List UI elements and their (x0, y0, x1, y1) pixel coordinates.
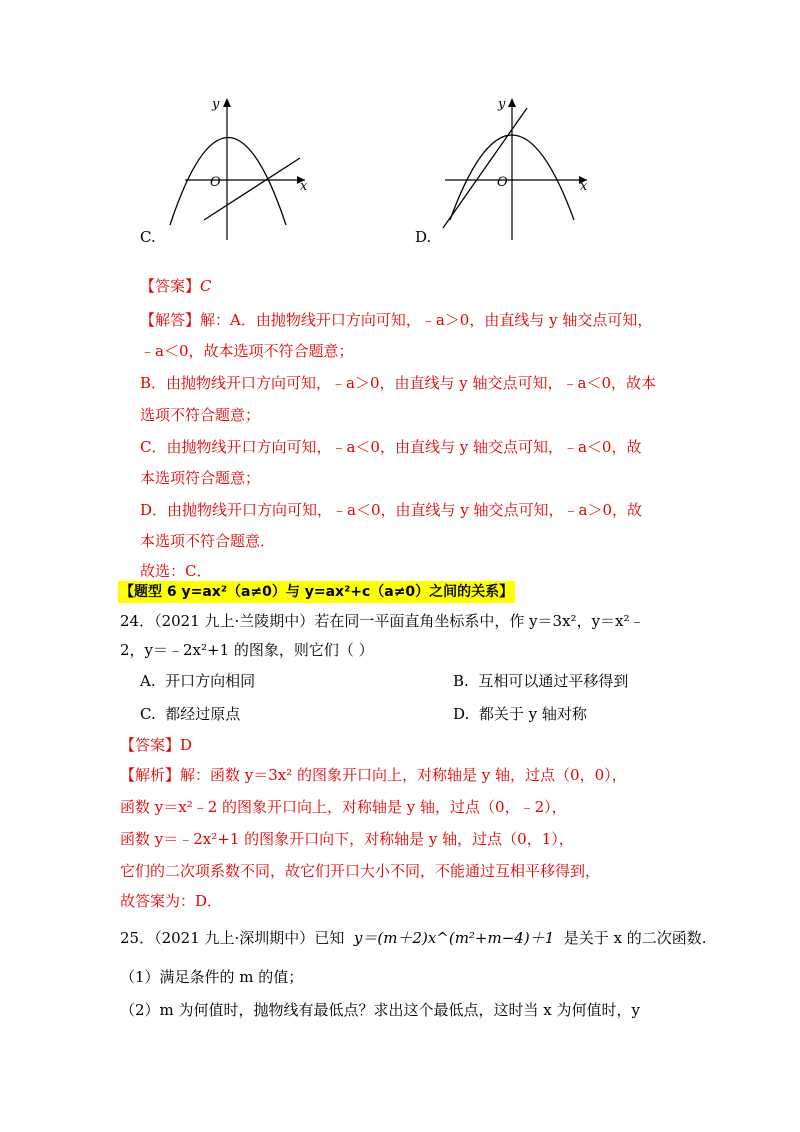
q24-option-c: C. 都经过原点 (140, 705, 241, 723)
origin-label: O (497, 175, 508, 190)
q25-number: 25． (120, 929, 155, 947)
q24-source: （2021 九上·兰陵期中） (154, 612, 315, 630)
q24-analysis-2: 函数 y＝﹣2x²+1 的图象开口向下，对称轴是 y 轴，过点（0，1）， (120, 830, 574, 848)
line-d (443, 108, 527, 228)
q24-answer (120, 735, 192, 755)
y-axis-label: y (212, 97, 220, 112)
analysis-line-4: C．由抛物线开口方向可知，﹣a＜0，由直线与 y 轴交点可知，﹣a＜0，故 (140, 438, 642, 456)
q24-number: 24． (120, 612, 155, 630)
q24-answer-value: D (180, 736, 193, 754)
q25-part-2: （2）m 为何值时，抛物线有最低点？求出这个最低点，这时当 x 为何值时，y (120, 1001, 641, 1019)
figure-d-label: D. (415, 228, 432, 246)
answer-tag: 【答案】 (140, 277, 201, 295)
analysis-line-0: 【解答】解：A．由抛物线开口方向可知，﹣a＞0，由直线与 y 轴交点可知， (140, 311, 653, 329)
q25-stem: 25．（2021 九上·深圳期中）已知 y＝(m＋2)x^(m²+m−4)＋1 是关于 x 的二次函数. (120, 929, 707, 947)
q24-analysis-3: 它们的二次项系数不同，故它们开口大小不同，不能通过互相平移得到， (120, 862, 601, 880)
q25-part-1: （1）满足条件的 m 的值； (120, 968, 304, 986)
q25-formula: y＝(m＋2)x^(m²+m−4)＋1 (353, 929, 555, 947)
y-axis-label: y (498, 97, 506, 112)
q24-option-a: A. 开口方向相同 (140, 672, 256, 690)
section-title: 【题型 6 y=ax²（a≠0）与 y=ax²+c（a≠0）之间的关系】 (118, 581, 515, 603)
analysis-line-1: ﹣a＜0，故本选项不符合题意； (140, 342, 354, 360)
answer-value: C (200, 277, 212, 295)
analysis-line-2: B．由抛物线开口方向可知，﹣a＞0，由直线与 y 轴交点可知，﹣a＜0，故本 (140, 374, 657, 392)
y-axis-arrow (223, 98, 231, 107)
q24-stem: 若在同一平面直角坐标系中，作 y＝3x²，y＝x²﹣ (314, 612, 645, 630)
q25-source: （2021 九上·深圳期中） (154, 929, 315, 947)
q24-analysis-0: 【解析】解：函数 y＝3x² 的图象开口向上，对称轴是 y 轴，过点（0，0）， (120, 766, 627, 784)
graph-d (415, 90, 605, 255)
origin-label: O (210, 175, 221, 190)
analysis-line-5: 本选项符合题意； (140, 469, 261, 487)
q24-stem-1 (120, 611, 645, 631)
analysis-line-3: 选项不符合题意； (140, 406, 261, 424)
graph-c (140, 90, 330, 255)
q24-option-b: B. 互相可以通过平移得到 (453, 672, 629, 690)
x-axis-label: x (300, 179, 308, 194)
analysis-line-8: 故选：C． (140, 562, 212, 580)
figure-d (415, 90, 605, 255)
q24-stem-2: 2，y＝﹣2x²+1 的图象，则它们（ ） (120, 641, 374, 659)
q24-answer-tag: 【答案】 (120, 736, 181, 754)
q24-analysis-4: 故答案为：D． (120, 892, 223, 910)
y-axis-arrow (508, 98, 516, 107)
q24-analysis-1: 函数 y＝x²﹣2 的图象开口向上，对称轴是 y 轴，过点（0，﹣2）， (120, 798, 567, 816)
x-axis-label: x (580, 179, 588, 194)
parabola-c (170, 138, 286, 226)
analysis-tag: 【解答】 (140, 311, 201, 329)
analysis-line-7: 本选项不符合题意． (140, 532, 276, 550)
analysis-line-6: D．由抛物线开口方向可知，﹣a＜0，由直线与 y 轴交点可知，﹣a＞0，故 (140, 501, 643, 519)
figure-c-label: C. (140, 228, 156, 246)
answer-line (140, 276, 212, 296)
q24-option-d: D. 都关于 y 轴对称 (453, 705, 587, 723)
figure-c (140, 90, 330, 255)
